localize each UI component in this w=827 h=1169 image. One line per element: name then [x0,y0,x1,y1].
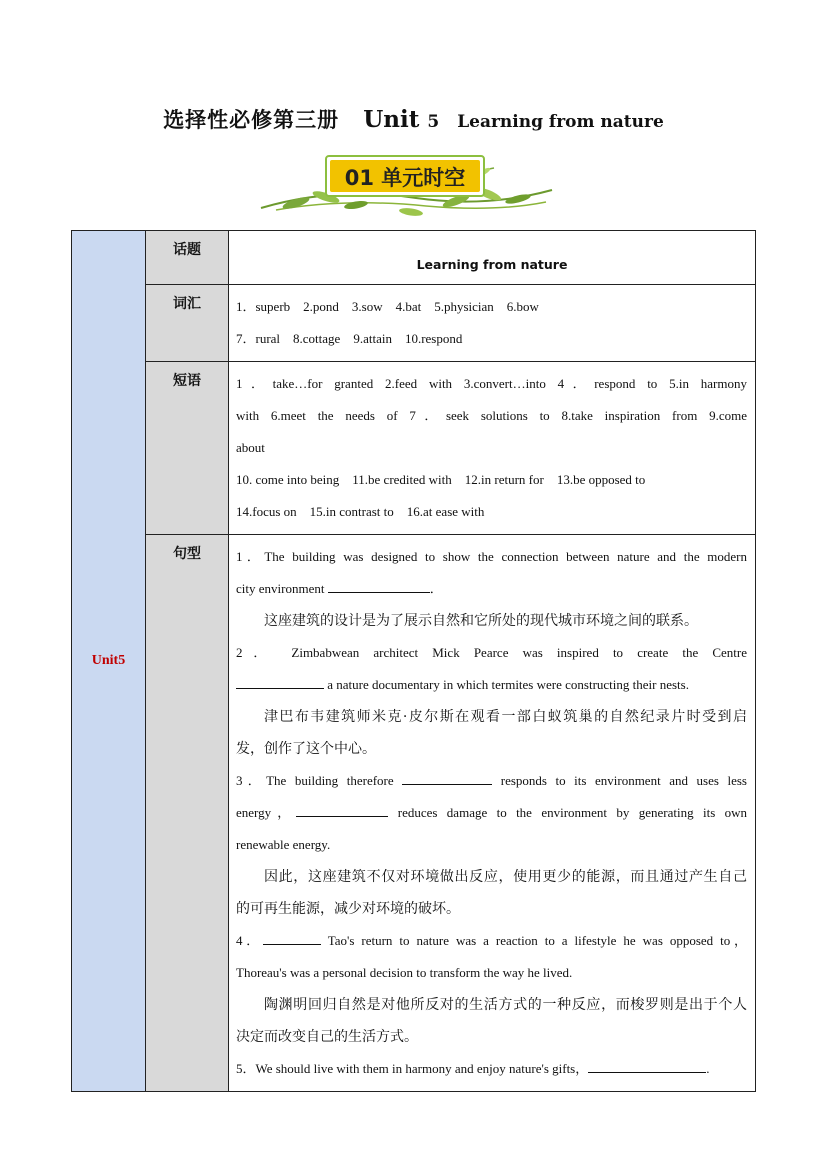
phrase-line-4: 10. come into being 11.be credited with 12.in return for 13.be opposed to [236,472,646,487]
sentence-4-translation-a: 陶渊明回归自然是对他所反对的生活方式的一种反应，而梭罗则是出于个人 [264,997,747,1013]
sentence-2-translation-a: 津巴布韦建筑师米克·皮尔斯在观看一部白蚁筑巢的自然纪录片时受到启 [264,709,747,725]
table-row-phrases [72,362,756,535]
phrase-line-1: 1．take…for granted 2.feed with 3.convert…into 4．respond to 5.in harmony [236,376,747,391]
vocab-line-2: 7．rural 8.cottage 9.attain 10.respond [236,331,463,346]
sentence-3-line-b: energy， reduces damage to the environment by generating its own [236,805,747,820]
unit-label: Unit5 [72,231,146,1092]
sentences-cell [229,535,756,1092]
answer-blank-3a[interactable] [402,771,492,785]
phrase-line-3: about [236,440,265,455]
sentence-3-line-c: renewable energy. [236,837,331,852]
unit-summary-table [71,230,756,1092]
sentence-5-line-a: 5．We should live with them in harmony and enjoy nature's gifts， . [236,1061,710,1076]
sentence-4-line-b: Thoreau's was a personal decision to transform the way he lived. [236,965,573,980]
answer-blank-1[interactable] [328,579,430,593]
phrase-line-2: with 6.meet the needs of 7．seek solutions to 8.take inspiration from 9.come [236,408,747,423]
banner-text: 01 单元时空 [344,166,466,190]
sentence-3-line-a: 3．The building therefore responds to its environment and uses less [236,773,747,788]
label-vocab: 词汇 [146,285,229,362]
title-subtitle: Learning from nature [457,112,664,132]
phrase-line-5: 14.focus on 15.in contrast to 16.at ease with [236,504,485,519]
sentence-4-line-a: 4． Tao's return to nature was a reaction to a lifestyle he was opposed to， [236,933,747,948]
section-banner [256,150,556,230]
page-title [0,104,827,134]
label-topic: 话题 [146,231,229,285]
title-chinese: 选择性必修第三册 [163,107,340,132]
sentence-1-translation: 这座建筑的设计是为了展示自然和它所处的现代城市环境之间的联系。 [264,613,698,629]
sentence-4-translation-b: 决定而改变自己的生活方式。 [236,1029,418,1045]
sentence-2-line-a: 2． Zimbabwean architect Mick Pearce was inspired to create the Centre [236,645,747,660]
sentence-1-line-b: city environment ． [236,581,443,596]
vocab-line-1: 1．superb 2.pond 3.sow 4.bat 5.physician 6.bow [236,299,539,314]
answer-blank-4[interactable] [263,931,321,945]
sentence-2-line-b: a nature documentary in which termites were constructing their nests. [236,669,747,701]
title-unit: Unit [363,106,420,133]
table-row-topic [72,231,756,285]
table-row-sentences [72,535,756,1092]
vocab-cell [229,285,756,362]
title-unit-number: 5 [427,112,440,132]
sentence-1-line-a: 1．The building was designed to show the connection between nature and the modern [236,549,747,564]
answer-blank-2[interactable] [236,675,324,689]
answer-blank-5[interactable] [588,1059,706,1073]
label-sentences: 句型 [146,535,229,1092]
sentence-2-translation-b: 发，创作了这个中心。 [236,741,376,757]
table-row-vocab [72,285,756,362]
topic-text: Learning from nature [416,257,568,272]
sentence-3-translation-a: 因此，这座建筑不仅对环境做出反应，使用更少的能源，而且通过产生自己 [264,869,747,885]
sentence-3-translation-b: 的可再生能源，减少对环境的破坏。 [236,901,460,917]
label-phrases: 短语 [146,362,229,535]
answer-blank-3b[interactable] [296,803,388,817]
topic-cell [229,231,756,285]
phrases-cell [229,362,756,535]
